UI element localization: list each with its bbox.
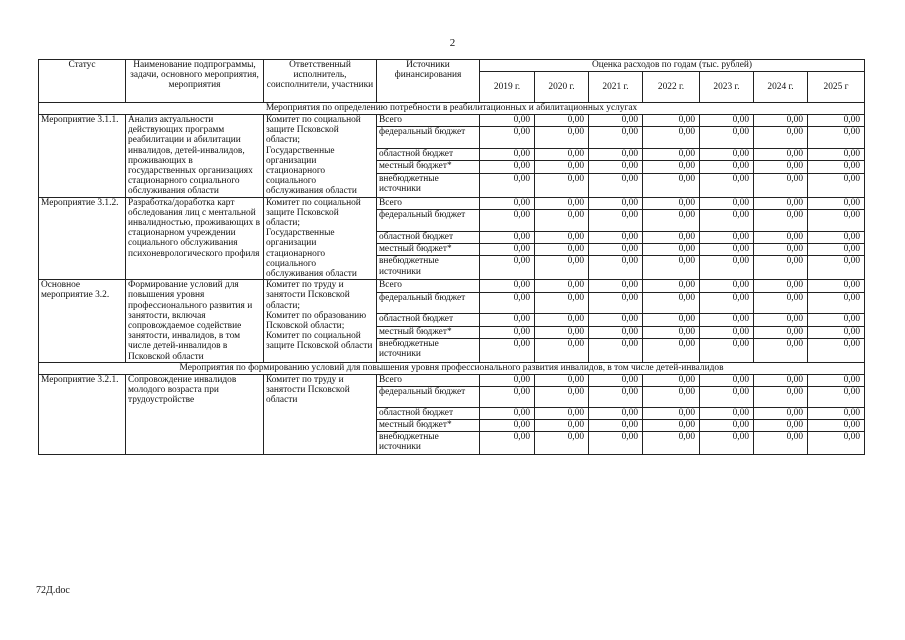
amount-cell: 0,00 bbox=[700, 326, 754, 338]
amount-cell: 0,00 bbox=[754, 280, 808, 292]
amount-cell: 0,00 bbox=[754, 149, 808, 161]
amount-cell: 0,00 bbox=[754, 419, 808, 431]
amount-cell: 0,00 bbox=[754, 115, 808, 127]
amount-cell: 0,00 bbox=[700, 374, 754, 386]
amount-cell: 0,00 bbox=[754, 339, 808, 363]
amount-cell: 0,00 bbox=[480, 431, 535, 454]
item-name: Сопровождение инвалидов молодого возраста при трудоустройстве bbox=[126, 374, 264, 454]
executor-entry: Комитет по социальной защите Псковской области; bbox=[266, 115, 361, 146]
item-executors bbox=[264, 280, 377, 363]
amount-cell: 0,00 bbox=[643, 256, 700, 280]
item-status: Мероприятие 3.1.2. bbox=[39, 197, 126, 280]
amount-cell: 0,00 bbox=[643, 231, 700, 243]
amount-cell: 0,00 bbox=[589, 419, 643, 431]
footer-filename: 72Д.doc bbox=[36, 585, 70, 596]
amount-cell: 0,00 bbox=[808, 339, 865, 363]
amount-cell: 0,00 bbox=[535, 386, 589, 407]
amount-cell: 0,00 bbox=[808, 431, 865, 454]
amount-cell: 0,00 bbox=[643, 197, 700, 209]
amount-cell: 0,00 bbox=[808, 374, 865, 386]
amount-cell: 0,00 bbox=[808, 197, 865, 209]
amount-cell: 0,00 bbox=[480, 280, 535, 292]
amount-cell: 0,00 bbox=[480, 386, 535, 407]
amount-cell: 0,00 bbox=[535, 431, 589, 454]
header-year: 2023 г. bbox=[700, 72, 754, 103]
item-executors bbox=[264, 115, 377, 198]
amount-cell: 0,00 bbox=[754, 431, 808, 454]
item-name: Формирование условий для повышения уровня профессионального развития и занятости, включая сопровождаемое содействие занятости, инвалидов, в том числе детей-инвалидов в Псковской области bbox=[126, 280, 264, 363]
amount-cell: 0,00 bbox=[808, 173, 865, 197]
amount-cell: 0,00 bbox=[535, 173, 589, 197]
amount-cell: 0,00 bbox=[808, 280, 865, 292]
funding-source: местный бюджет* bbox=[377, 161, 480, 173]
amount-cell: 0,00 bbox=[535, 210, 589, 232]
amount-cell: 0,00 bbox=[535, 374, 589, 386]
amount-cell: 0,00 bbox=[700, 431, 754, 454]
amount-cell: 0,00 bbox=[589, 197, 643, 209]
amount-cell: 0,00 bbox=[754, 127, 808, 149]
table-row bbox=[39, 197, 865, 209]
amount-cell: 0,00 bbox=[480, 256, 535, 280]
funding-source: местный бюджет* bbox=[377, 326, 480, 338]
header-year: 2024 г. bbox=[754, 72, 808, 103]
amount-cell: 0,00 bbox=[700, 292, 754, 314]
funding-source: федеральный бюджет bbox=[377, 127, 480, 149]
table-row bbox=[39, 374, 865, 386]
funding-source: федеральный бюджет bbox=[377, 386, 480, 407]
amount-cell: 0,00 bbox=[480, 407, 535, 419]
funding-source: Всего bbox=[377, 374, 480, 386]
amount-cell: 0,00 bbox=[589, 314, 643, 326]
funding-source: Всего bbox=[377, 280, 480, 292]
item-name: Анализ актуальности действующих программ реабилитации и абилитации инвалидов, детей-инвалидов, проживающих в государственных организациях стационарного социального обслуживания области bbox=[126, 115, 264, 198]
amount-cell: 0,00 bbox=[480, 197, 535, 209]
funding-source: федеральный бюджет bbox=[377, 210, 480, 232]
amount-cell: 0,00 bbox=[808, 407, 865, 419]
header-year: 2019 г. bbox=[480, 72, 535, 103]
amount-cell: 0,00 bbox=[589, 256, 643, 280]
amount-cell: 0,00 bbox=[643, 419, 700, 431]
amount-cell: 0,00 bbox=[480, 115, 535, 127]
section-title: Мероприятия по формированию условий для повышения уровня профессионального развития инвалидов, в том числе детей-инвалидов bbox=[39, 362, 865, 374]
amount-cell: 0,00 bbox=[589, 244, 643, 256]
amount-cell: 0,00 bbox=[643, 386, 700, 407]
amount-cell: 0,00 bbox=[589, 280, 643, 292]
amount-cell: 0,00 bbox=[808, 231, 865, 243]
amount-cell: 0,00 bbox=[535, 314, 589, 326]
amount-cell: 0,00 bbox=[480, 173, 535, 197]
amount-cell: 0,00 bbox=[535, 292, 589, 314]
amount-cell: 0,00 bbox=[589, 386, 643, 407]
amount-cell: 0,00 bbox=[700, 173, 754, 197]
header-estimate: Оценка расходов по годам (тыс. рублей) bbox=[480, 60, 865, 72]
amount-cell: 0,00 bbox=[700, 197, 754, 209]
amount-cell: 0,00 bbox=[700, 127, 754, 149]
executor-entry: Комитет по социальной защите Псковской области; bbox=[266, 197, 361, 229]
amount-cell: 0,00 bbox=[480, 244, 535, 256]
amount-cell: 0,00 bbox=[754, 256, 808, 280]
executor-entry: Государственные организации стационарного социального обслуживания области bbox=[266, 145, 357, 197]
expenses-table bbox=[38, 59, 865, 455]
executor-entry: Комитет по образованию Псковской области; bbox=[266, 310, 367, 332]
amount-cell: 0,00 bbox=[643, 173, 700, 197]
funding-source: областной бюджет bbox=[377, 231, 480, 243]
amount-cell: 0,00 bbox=[480, 231, 535, 243]
amount-cell: 0,00 bbox=[754, 231, 808, 243]
amount-cell: 0,00 bbox=[808, 326, 865, 338]
amount-cell: 0,00 bbox=[700, 280, 754, 292]
amount-cell: 0,00 bbox=[700, 407, 754, 419]
header-year: 2020 г. bbox=[535, 72, 589, 103]
amount-cell: 0,00 bbox=[535, 280, 589, 292]
amount-cell: 0,00 bbox=[643, 292, 700, 314]
amount-cell: 0,00 bbox=[480, 339, 535, 363]
amount-cell: 0,00 bbox=[589, 127, 643, 149]
amount-cell: 0,00 bbox=[589, 339, 643, 363]
funding-source: федеральный бюджет bbox=[377, 292, 480, 314]
funding-source: областной бюджет bbox=[377, 149, 480, 161]
amount-cell: 0,00 bbox=[808, 115, 865, 127]
header-year: 2021 г. bbox=[589, 72, 643, 103]
amount-cell: 0,00 bbox=[589, 115, 643, 127]
amount-cell: 0,00 bbox=[535, 231, 589, 243]
amount-cell: 0,00 bbox=[808, 149, 865, 161]
amount-cell: 0,00 bbox=[589, 374, 643, 386]
header-name: Наименование подпрограммы, задачи, основного мероприятия, мероприятия bbox=[126, 60, 264, 103]
table-row bbox=[39, 280, 865, 292]
amount-cell: 0,00 bbox=[535, 244, 589, 256]
amount-cell: 0,00 bbox=[589, 431, 643, 454]
funding-source: областной бюджет bbox=[377, 407, 480, 419]
funding-source: местный бюджет* bbox=[377, 419, 480, 431]
amount-cell: 0,00 bbox=[754, 197, 808, 209]
amount-cell: 0,00 bbox=[808, 419, 865, 431]
amount-cell: 0,00 bbox=[754, 386, 808, 407]
funding-source: местный бюджет* bbox=[377, 244, 480, 256]
amount-cell: 0,00 bbox=[700, 149, 754, 161]
amount-cell: 0,00 bbox=[480, 419, 535, 431]
item-executors bbox=[264, 374, 377, 454]
amount-cell: 0,00 bbox=[700, 244, 754, 256]
amount-cell: 0,00 bbox=[700, 115, 754, 127]
amount-cell: 0,00 bbox=[700, 419, 754, 431]
amount-cell: 0,00 bbox=[808, 314, 865, 326]
amount-cell: 0,00 bbox=[480, 210, 535, 232]
funding-source: внебюджетные источники bbox=[377, 173, 480, 197]
amount-cell: 0,00 bbox=[808, 161, 865, 173]
amount-cell: 0,00 bbox=[535, 197, 589, 209]
amount-cell: 0,00 bbox=[700, 386, 754, 407]
item-name: Разработка/доработка карт обследования лиц с ментальной инвалидностью, проживающих в стационарном учреждении социального обслуживания психоневрологического профиля bbox=[126, 197, 264, 280]
amount-cell: 0,00 bbox=[700, 231, 754, 243]
amount-cell: 0,00 bbox=[754, 244, 808, 256]
executor-entry: Комитет по труду и занятости Псковской области bbox=[266, 374, 350, 406]
item-executors bbox=[264, 197, 377, 280]
amount-cell: 0,00 bbox=[535, 407, 589, 419]
amount-cell: 0,00 bbox=[700, 339, 754, 363]
amount-cell: 0,00 bbox=[643, 280, 700, 292]
header-sources: Источники финансирования bbox=[377, 60, 480, 103]
funding-source: внебюджетные источники bbox=[377, 339, 480, 363]
amount-cell: 0,00 bbox=[643, 161, 700, 173]
funding-source: внебюджетные источники bbox=[377, 256, 480, 280]
amount-cell: 0,00 bbox=[589, 149, 643, 161]
amount-cell: 0,00 bbox=[808, 292, 865, 314]
amount-cell: 0,00 bbox=[535, 419, 589, 431]
amount-cell: 0,00 bbox=[700, 256, 754, 280]
amount-cell: 0,00 bbox=[754, 161, 808, 173]
amount-cell: 0,00 bbox=[480, 314, 535, 326]
item-status: Мероприятие 3.2.1. bbox=[39, 374, 126, 454]
amount-cell: 0,00 bbox=[754, 407, 808, 419]
funding-source: Всего bbox=[377, 197, 480, 209]
amount-cell: 0,00 bbox=[535, 127, 589, 149]
section-title: Мероприятия по определению потребности в реабилитационных и абилитационных услугах bbox=[39, 103, 865, 115]
amount-cell: 0,00 bbox=[589, 326, 643, 338]
amount-cell: 0,00 bbox=[589, 407, 643, 419]
amount-cell: 0,00 bbox=[480, 149, 535, 161]
amount-cell: 0,00 bbox=[643, 326, 700, 338]
amount-cell: 0,00 bbox=[535, 326, 589, 338]
funding-source: Всего bbox=[377, 115, 480, 127]
amount-cell: 0,00 bbox=[535, 256, 589, 280]
header-year: 2022 г. bbox=[643, 72, 700, 103]
amount-cell: 0,00 bbox=[643, 407, 700, 419]
amount-cell: 0,00 bbox=[535, 115, 589, 127]
table-body bbox=[39, 103, 865, 455]
amount-cell: 0,00 bbox=[700, 314, 754, 326]
table-row bbox=[39, 115, 865, 127]
amount-cell: 0,00 bbox=[808, 256, 865, 280]
amount-cell: 0,00 bbox=[589, 173, 643, 197]
amount-cell: 0,00 bbox=[643, 244, 700, 256]
executor-entry: Комитет по социальной защите Псковской области bbox=[266, 331, 373, 352]
amount-cell: 0,00 bbox=[808, 386, 865, 407]
amount-cell: 0,00 bbox=[480, 326, 535, 338]
amount-cell: 0,00 bbox=[754, 292, 808, 314]
amount-cell: 0,00 bbox=[643, 149, 700, 161]
amount-cell: 0,00 bbox=[480, 292, 535, 314]
header-executor: Ответственный исполнитель, соисполнители, участники bbox=[264, 60, 377, 103]
amount-cell: 0,00 bbox=[754, 326, 808, 338]
amount-cell: 0,00 bbox=[480, 161, 535, 173]
item-status: Мероприятие 3.1.1. bbox=[39, 115, 126, 198]
amount-cell: 0,00 bbox=[535, 161, 589, 173]
amount-cell: 0,00 bbox=[480, 374, 535, 386]
amount-cell: 0,00 bbox=[808, 244, 865, 256]
amount-cell: 0,00 bbox=[643, 374, 700, 386]
amount-cell: 0,00 bbox=[589, 292, 643, 314]
header-status: Статус bbox=[39, 60, 126, 103]
amount-cell: 0,00 bbox=[589, 210, 643, 232]
amount-cell: 0,00 bbox=[480, 127, 535, 149]
executor-entry: Государственные организации стационарного социального обслуживания области bbox=[266, 228, 357, 280]
amount-cell: 0,00 bbox=[535, 339, 589, 363]
funding-source: областной бюджет bbox=[377, 314, 480, 326]
amount-cell: 0,00 bbox=[754, 210, 808, 232]
amount-cell: 0,00 bbox=[643, 127, 700, 149]
amount-cell: 0,00 bbox=[643, 431, 700, 454]
amount-cell: 0,00 bbox=[808, 127, 865, 149]
amount-cell: 0,00 bbox=[643, 115, 700, 127]
amount-cell: 0,00 bbox=[700, 210, 754, 232]
amount-cell: 0,00 bbox=[754, 314, 808, 326]
amount-cell: 0,00 bbox=[535, 149, 589, 161]
amount-cell: 0,00 bbox=[754, 374, 808, 386]
amount-cell: 0,00 bbox=[643, 210, 700, 232]
funding-source: внебюджетные источники bbox=[377, 431, 480, 454]
amount-cell: 0,00 bbox=[754, 173, 808, 197]
amount-cell: 0,00 bbox=[589, 231, 643, 243]
amount-cell: 0,00 bbox=[589, 161, 643, 173]
amount-cell: 0,00 bbox=[700, 161, 754, 173]
amount-cell: 0,00 bbox=[808, 210, 865, 232]
executor-entry: Комитет по труду и занятости Псковской области; bbox=[266, 280, 350, 311]
header-year: 2025 г bbox=[808, 72, 865, 103]
amount-cell: 0,00 bbox=[643, 339, 700, 363]
item-status: Основное мероприятие 3.2. bbox=[39, 280, 126, 363]
page-number: 2 bbox=[449, 37, 456, 49]
amount-cell: 0,00 bbox=[643, 314, 700, 326]
